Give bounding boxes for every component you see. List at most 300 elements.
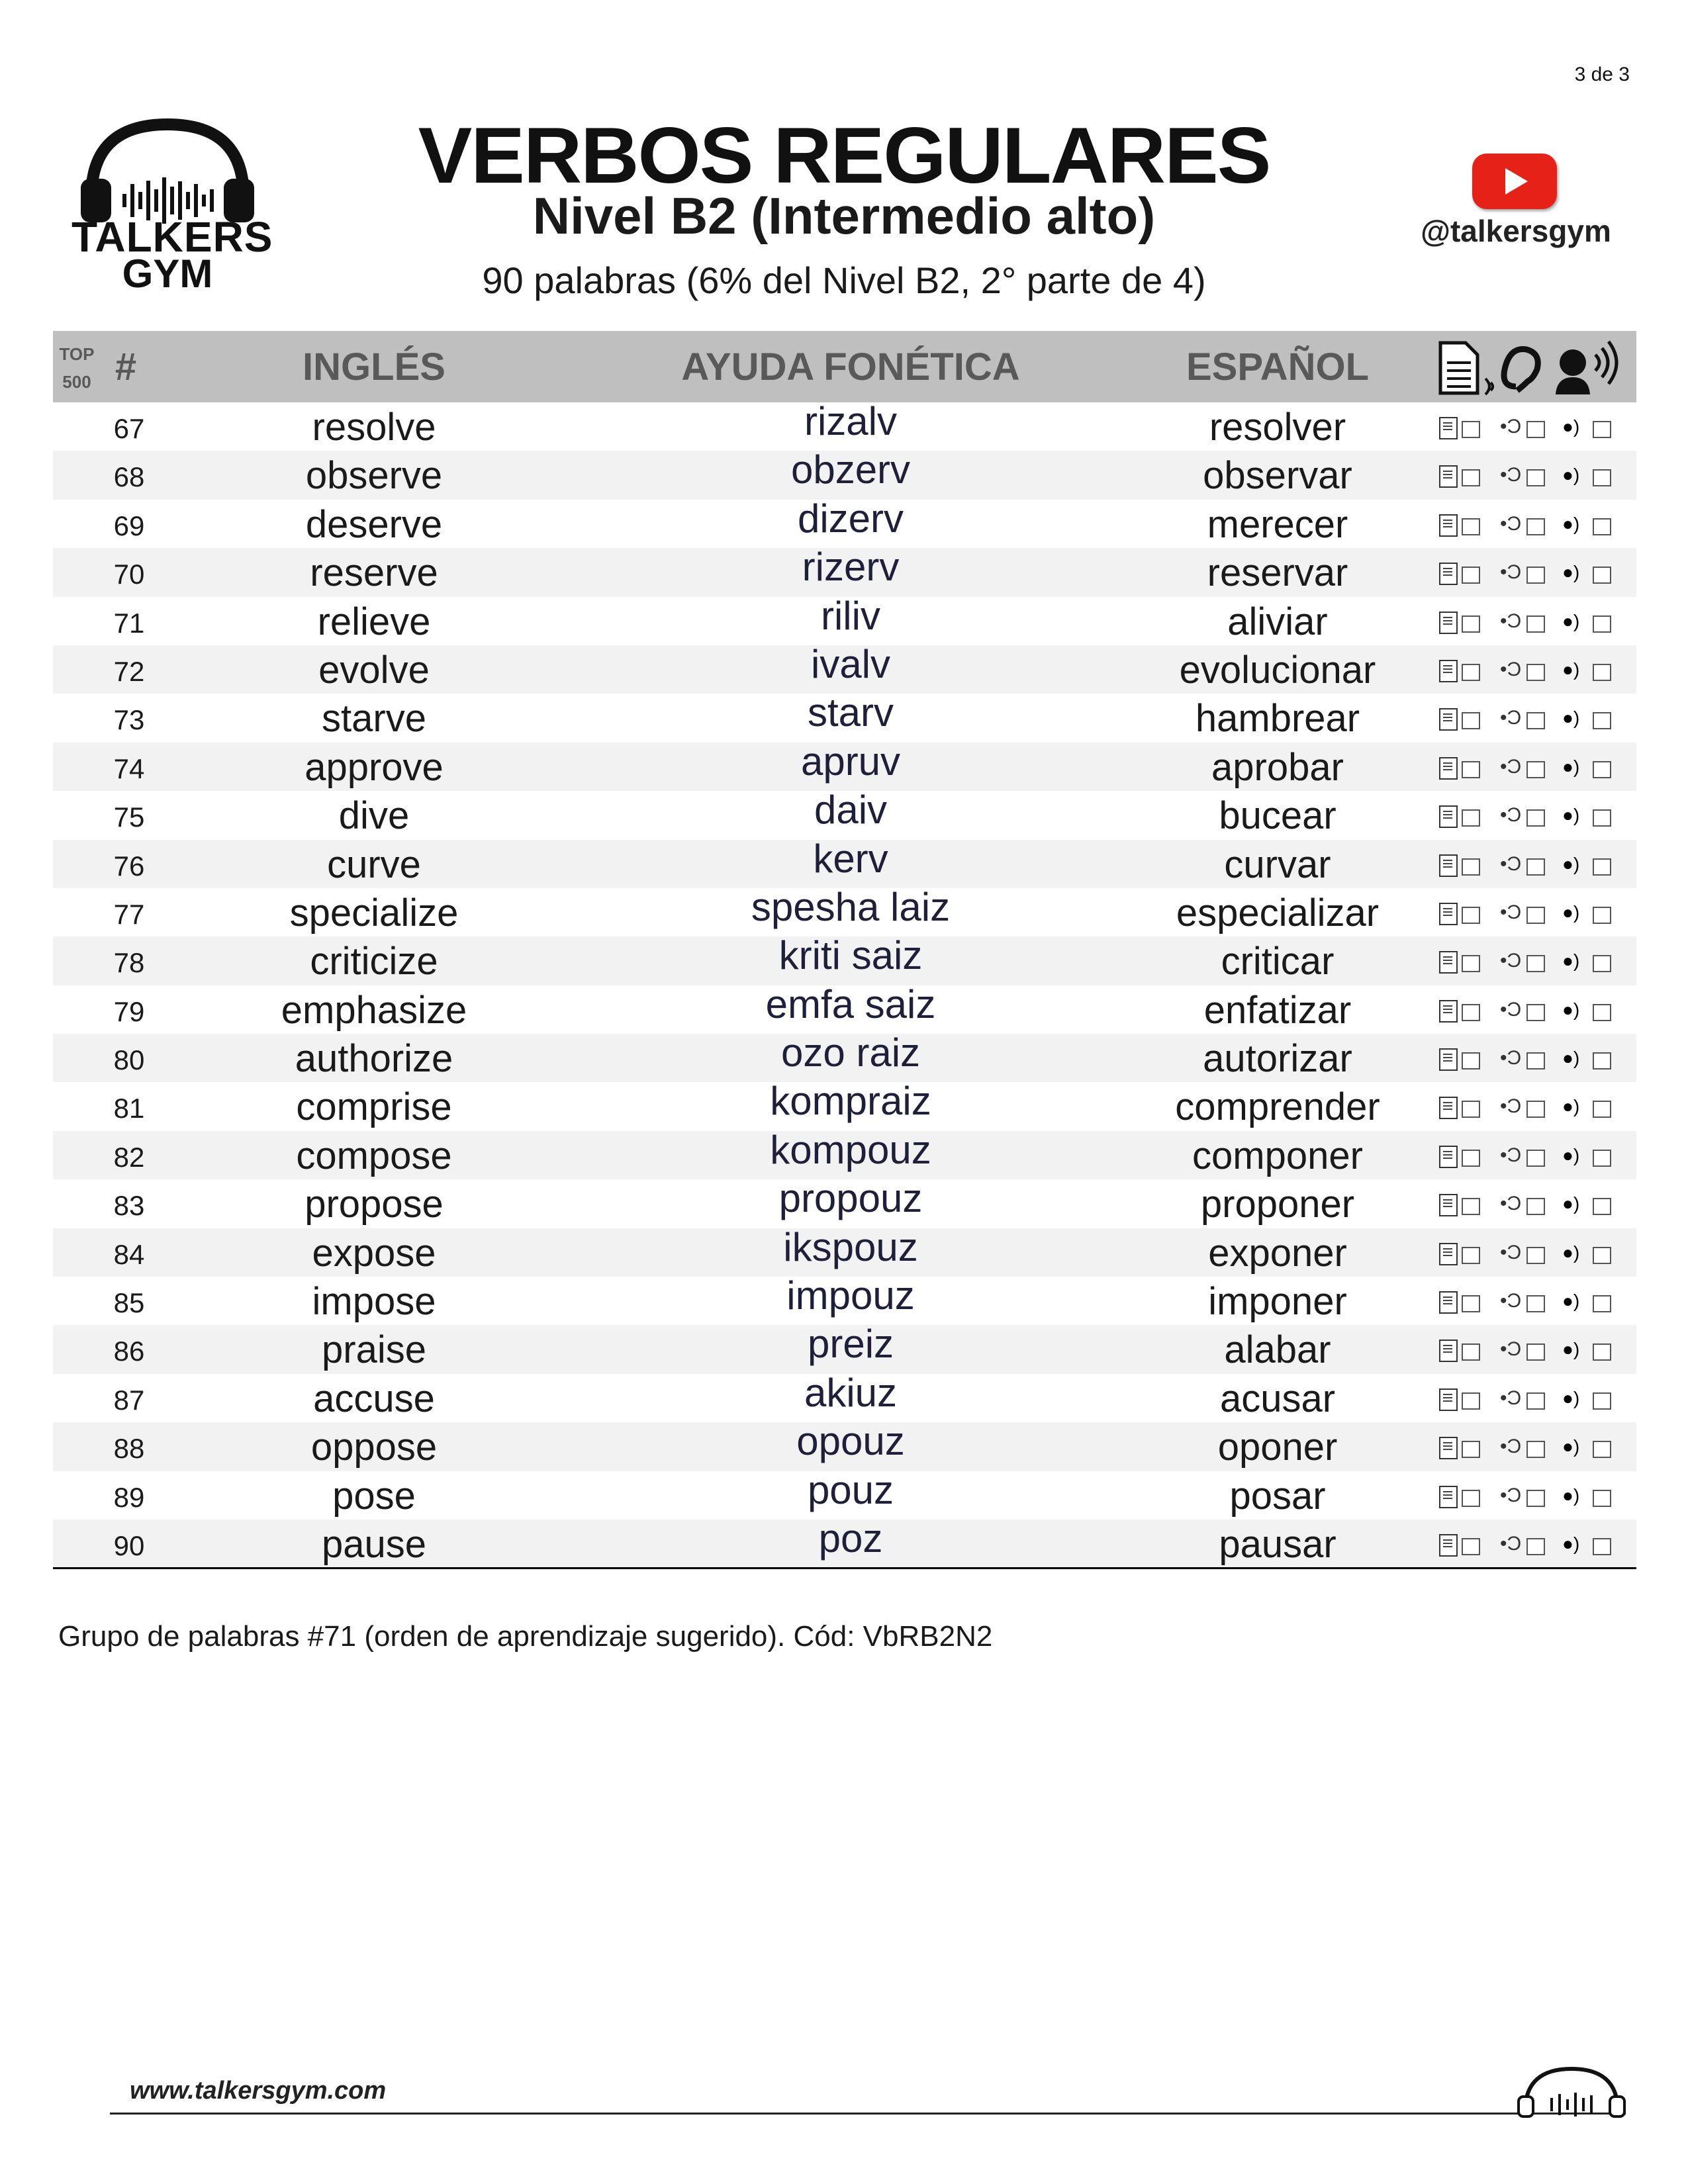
speaking-icon: ●) xyxy=(1562,756,1580,777)
speaking-icon: ●) xyxy=(1562,999,1580,1020)
row-number: 70 xyxy=(113,559,145,590)
document-icon xyxy=(1439,1097,1458,1119)
row-number: 68 xyxy=(113,461,145,493)
english-word: emphasize xyxy=(281,988,467,1032)
spanish-word: evolucionar xyxy=(1179,648,1376,692)
header-icons xyxy=(1436,340,1635,396)
document-icon xyxy=(1439,708,1458,731)
practice-checks xyxy=(1439,1048,1638,1071)
ear-icon: •Ɔ xyxy=(1500,707,1522,729)
row-number: 74 xyxy=(113,752,145,784)
table-row xyxy=(53,1030,1636,1082)
row-number: 73 xyxy=(113,704,145,736)
read-checkbox[interactable] xyxy=(1462,1441,1480,1458)
table-row xyxy=(53,1127,1636,1179)
english-word: reserve xyxy=(310,551,438,595)
ear-icon xyxy=(1485,349,1538,394)
document-icon xyxy=(1439,951,1458,974)
english-word: relieve xyxy=(317,600,431,643)
speaking-icon: ●) xyxy=(1562,1339,1580,1360)
spanish-word: pausar xyxy=(1219,1522,1336,1566)
table-row xyxy=(53,593,1636,645)
header-number: # xyxy=(115,345,137,388)
speaking-icon: ●) xyxy=(1562,1484,1580,1506)
english-word: impose xyxy=(312,1280,436,1324)
document-icon xyxy=(1439,1243,1458,1265)
read-checkbox[interactable] xyxy=(1462,1004,1480,1021)
document-icon xyxy=(1439,805,1458,828)
speaking-icon xyxy=(1556,341,1617,394)
vocabulary-table xyxy=(53,331,1636,1568)
phonetic-help: daiv xyxy=(814,788,888,833)
phonetic-help: pouz xyxy=(807,1467,894,1512)
spanish-word: curvar xyxy=(1224,842,1331,886)
listen-checkbox[interactable] xyxy=(1526,1198,1545,1215)
phonetic-help: apruv xyxy=(800,739,901,784)
speaking-icon: ●) xyxy=(1562,1048,1580,1069)
ear-icon: •Ɔ xyxy=(1500,1241,1522,1263)
spanish-word: merecer xyxy=(1207,502,1348,546)
ear-icon: •Ɔ xyxy=(1500,755,1522,778)
table-row xyxy=(53,981,1636,1034)
speaking-icon: ●) xyxy=(1562,1387,1580,1408)
document-icon xyxy=(1439,417,1458,439)
table-bottom-border xyxy=(53,1567,1636,1569)
speaking-icon: ●) xyxy=(1562,1436,1580,1457)
speak-checkbox[interactable] xyxy=(1593,1441,1611,1458)
row-number: 77 xyxy=(113,898,145,930)
phonetic-help: dizerv xyxy=(797,496,904,541)
english-word: observe xyxy=(305,454,443,498)
read-checkbox[interactable] xyxy=(1462,664,1480,681)
logo-text-gym: GYM xyxy=(122,251,213,296)
read-checkbox[interactable] xyxy=(1462,1101,1480,1118)
read-checkbox[interactable] xyxy=(1462,567,1480,584)
practice-checks xyxy=(1439,1486,1638,1508)
row-number: 78 xyxy=(113,947,145,979)
practice-checks xyxy=(1439,563,1638,585)
english-word: evolve xyxy=(318,648,430,692)
english-word: expose xyxy=(312,1231,436,1275)
phonetic-help: rizerv xyxy=(802,545,900,590)
row-number: 84 xyxy=(113,1238,145,1270)
spanish-word: autorizar xyxy=(1203,1037,1352,1081)
speak-checkbox[interactable] xyxy=(1593,664,1611,681)
youtube-handle[interactable]: @talkersgym xyxy=(1421,214,1611,248)
ear-icon: •Ɔ xyxy=(1500,416,1522,437)
table-row xyxy=(53,447,1636,499)
practice-checks xyxy=(1439,514,1638,537)
english-word: propose xyxy=(305,1183,444,1226)
phonetic-help: kriti saiz xyxy=(778,933,923,978)
read-checkbox[interactable] xyxy=(1462,421,1480,438)
listen-checkbox[interactable] xyxy=(1526,1247,1545,1264)
english-word: praise xyxy=(322,1328,426,1372)
ear-icon: •Ɔ xyxy=(1500,1338,1522,1361)
table-row xyxy=(53,1176,1636,1228)
read-checkbox[interactable] xyxy=(1462,712,1480,729)
practice-checks xyxy=(1439,1388,1638,1411)
speak-checkbox[interactable] xyxy=(1593,518,1611,535)
read-checkbox[interactable] xyxy=(1462,1343,1480,1361)
practice-checks xyxy=(1439,1194,1638,1216)
table-row xyxy=(53,933,1636,985)
speak-checkbox[interactable] xyxy=(1593,761,1611,778)
phonetic-help: opouz xyxy=(796,1419,905,1464)
speak-checkbox[interactable] xyxy=(1593,1052,1611,1069)
read-checkbox[interactable] xyxy=(1462,469,1480,486)
speak-checkbox[interactable] xyxy=(1593,615,1611,633)
ear-icon: •Ɔ xyxy=(1500,1532,1522,1555)
document-icon xyxy=(1439,757,1458,780)
table-row xyxy=(53,836,1636,888)
phonetic-help: preiz xyxy=(807,1322,894,1367)
speak-checkbox[interactable] xyxy=(1593,567,1611,584)
phonetic-help: emfa saiz xyxy=(765,981,936,1026)
ear-icon: •Ɔ xyxy=(1500,804,1522,827)
spanish-word: proponer xyxy=(1200,1183,1355,1226)
document-icon xyxy=(1439,903,1458,925)
row-number: 88 xyxy=(113,1433,145,1465)
speaking-icon: ●) xyxy=(1562,707,1580,729)
practice-checks xyxy=(1439,854,1638,877)
document-icon xyxy=(1439,854,1458,877)
listen-checkbox[interactable] xyxy=(1526,712,1545,729)
listen-checkbox[interactable] xyxy=(1526,809,1545,827)
row-number: 90 xyxy=(113,1529,145,1561)
practice-checks xyxy=(1439,903,1638,925)
row-number: 72 xyxy=(113,655,145,687)
row-number: 82 xyxy=(113,1141,145,1173)
phonetic-help: kompraiz xyxy=(770,1079,931,1124)
phonetic-help: obzerv xyxy=(790,447,911,492)
read-checkbox[interactable] xyxy=(1462,1538,1480,1555)
speak-checkbox[interactable] xyxy=(1593,1101,1611,1118)
table-body xyxy=(53,399,1636,1568)
ear-icon: •Ɔ xyxy=(1500,1435,1522,1458)
listen-checkbox[interactable] xyxy=(1526,1052,1545,1069)
speaking-icon: ●) xyxy=(1562,465,1580,486)
phonetic-help: starv xyxy=(807,690,894,735)
english-word: deserve xyxy=(305,502,443,546)
header-top500: TOP 500 xyxy=(59,344,95,392)
row-number: 89 xyxy=(113,1481,145,1513)
table-row xyxy=(53,399,1636,451)
spanish-word: imponer xyxy=(1208,1280,1347,1324)
english-word: curve xyxy=(327,842,421,886)
speak-checkbox[interactable] xyxy=(1593,421,1611,438)
row-number: 79 xyxy=(113,995,145,1027)
phonetic-help: ikspouz xyxy=(783,1224,918,1269)
table-row xyxy=(53,690,1636,742)
spanish-word: aprobar xyxy=(1211,745,1344,789)
read-checkbox[interactable] xyxy=(1462,858,1480,876)
table-row xyxy=(53,1370,1636,1422)
spanish-word: criticar xyxy=(1221,940,1335,983)
speak-checkbox[interactable] xyxy=(1593,1198,1611,1215)
phonetic-help: spesha laiz xyxy=(751,884,951,929)
listen-checkbox[interactable] xyxy=(1526,1004,1545,1021)
read-checkbox[interactable] xyxy=(1462,1490,1480,1507)
table-row xyxy=(53,884,1636,936)
speak-checkbox[interactable] xyxy=(1593,1392,1611,1410)
english-word: specialize xyxy=(289,891,459,934)
spanish-word: comprender xyxy=(1175,1085,1380,1129)
ear-icon: •Ɔ xyxy=(1500,1144,1522,1166)
listen-checkbox[interactable] xyxy=(1526,955,1545,972)
spanish-word: hambrear xyxy=(1195,697,1360,741)
practice-checks xyxy=(1439,1097,1638,1119)
listen-checkbox[interactable] xyxy=(1526,761,1545,778)
listen-checkbox[interactable] xyxy=(1526,1538,1545,1555)
english-word: resolve xyxy=(312,406,436,449)
speaking-icon: ●) xyxy=(1562,1144,1580,1165)
ear-icon: •Ɔ xyxy=(1500,998,1522,1021)
speak-checkbox[interactable] xyxy=(1593,1295,1611,1312)
table-row xyxy=(53,1516,1636,1568)
ear-icon: •Ɔ xyxy=(1500,1484,1522,1506)
listen-checkbox[interactable] xyxy=(1526,1150,1545,1167)
table-row xyxy=(53,641,1636,694)
listen-checkbox[interactable] xyxy=(1526,518,1545,535)
speaking-icon: ●) xyxy=(1562,1242,1580,1263)
spanish-word: alabar xyxy=(1224,1328,1331,1372)
document-icon xyxy=(1439,1048,1458,1071)
practice-checks xyxy=(1439,1340,1638,1362)
row-number: 71 xyxy=(113,607,145,639)
practice-checks xyxy=(1439,1291,1638,1314)
ear-icon: •Ɔ xyxy=(1500,1290,1522,1312)
table-row xyxy=(53,496,1636,548)
read-checkbox[interactable] xyxy=(1462,1052,1480,1069)
read-checkbox[interactable] xyxy=(1462,518,1480,535)
page-number: 3 de 3 xyxy=(1574,64,1630,85)
speak-checkbox[interactable] xyxy=(1593,858,1611,876)
document-icon xyxy=(1439,1340,1458,1362)
phonetic-help: akiuz xyxy=(804,1370,898,1415)
document-icon xyxy=(1439,660,1458,682)
spanish-word: enfatizar xyxy=(1203,988,1352,1032)
ear-icon: •Ɔ xyxy=(1500,1193,1522,1215)
document-icon xyxy=(1439,1000,1458,1023)
spanish-word: posar xyxy=(1229,1474,1326,1518)
speaking-icon: ●) xyxy=(1562,610,1580,631)
listen-checkbox[interactable] xyxy=(1526,1101,1545,1118)
spanish-word: observar xyxy=(1203,454,1352,498)
row-number: 87 xyxy=(113,1384,145,1416)
page-description: 90 palabras (6% del Nivel B2, 2° parte de 4) xyxy=(482,259,1206,301)
listen-checkbox[interactable] xyxy=(1526,858,1545,876)
ear-icon: •Ɔ xyxy=(1500,901,1522,923)
listen-checkbox[interactable] xyxy=(1526,1441,1545,1458)
listen-checkbox[interactable] xyxy=(1526,567,1545,584)
practice-checks xyxy=(1439,612,1638,634)
practice-checks xyxy=(1439,1146,1638,1168)
table-row xyxy=(53,1273,1636,1325)
english-word: oppose xyxy=(310,1426,438,1469)
table-row xyxy=(53,1322,1636,1373)
row-number: 86 xyxy=(113,1336,145,1367)
spanish-word: aliviar xyxy=(1227,600,1328,643)
spanish-word: especializar xyxy=(1176,891,1380,934)
listen-checkbox[interactable] xyxy=(1526,1343,1545,1361)
document-icon xyxy=(1439,1194,1458,1216)
practice-checks xyxy=(1439,1000,1638,1023)
phonetic-help: ozo raiz xyxy=(780,1030,921,1075)
listen-checkbox[interactable] xyxy=(1526,421,1545,438)
document-icon xyxy=(1439,514,1458,537)
listen-checkbox[interactable] xyxy=(1526,469,1545,486)
document-icon xyxy=(1439,612,1458,634)
english-word: authorize xyxy=(295,1037,453,1081)
read-checkbox[interactable] xyxy=(1462,809,1480,827)
practice-checks xyxy=(1439,465,1638,488)
logo-text-talkers: TALKERS xyxy=(71,213,273,261)
ear-icon: •Ɔ xyxy=(1500,610,1522,632)
ear-icon: •Ɔ xyxy=(1500,512,1522,535)
footer-url[interactable]: www.talkersgym.com xyxy=(130,2077,387,2105)
table-header xyxy=(53,331,1636,402)
speaking-icon: ●) xyxy=(1562,1193,1580,1214)
ear-icon: •Ɔ xyxy=(1500,950,1522,972)
speaking-icon: ●) xyxy=(1562,416,1580,437)
page-subtitle: Nivel B2 (Intermedio alto) xyxy=(532,187,1156,245)
table-row xyxy=(53,788,1636,839)
table-row xyxy=(53,1467,1636,1520)
speaking-icon: ●) xyxy=(1562,901,1580,923)
english-word: compose xyxy=(296,1134,452,1177)
table-row xyxy=(53,1079,1636,1130)
read-checkbox[interactable] xyxy=(1462,1392,1480,1410)
speak-checkbox[interactable] xyxy=(1593,1490,1611,1507)
practice-checks xyxy=(1439,757,1638,780)
speak-checkbox[interactable] xyxy=(1593,1150,1611,1167)
english-word: pause xyxy=(321,1522,427,1566)
document-icon xyxy=(1439,1534,1458,1557)
document-icon xyxy=(1439,1437,1458,1459)
speaking-icon: ●) xyxy=(1562,950,1580,972)
speaking-icon: ●) xyxy=(1562,1096,1580,1117)
ear-icon: •Ɔ xyxy=(1500,1047,1522,1069)
ear-icon: •Ɔ xyxy=(1500,1095,1522,1118)
read-checkbox[interactable] xyxy=(1462,1198,1480,1215)
phonetic-help: riliv xyxy=(821,593,880,638)
ear-icon: •Ɔ xyxy=(1500,852,1522,875)
table-row xyxy=(53,739,1636,791)
speaking-icon: ●) xyxy=(1562,513,1580,534)
spanish-word: exponer xyxy=(1208,1231,1347,1275)
listen-checkbox[interactable] xyxy=(1526,1490,1545,1507)
speak-checkbox[interactable] xyxy=(1593,712,1611,729)
practice-checks xyxy=(1439,805,1638,828)
speaking-icon: ●) xyxy=(1562,1533,1580,1554)
speaking-icon: ●) xyxy=(1562,805,1580,826)
read-checkbox[interactable] xyxy=(1462,1247,1480,1264)
row-number: 81 xyxy=(113,1093,145,1124)
speak-checkbox[interactable] xyxy=(1593,809,1611,827)
document-icon xyxy=(1440,343,1477,393)
phonetic-help: kerv xyxy=(813,836,888,881)
spanish-word: resolver xyxy=(1209,406,1346,449)
footer-divider xyxy=(110,2113,1626,2115)
practice-checks xyxy=(1439,417,1638,439)
row-number: 69 xyxy=(113,510,145,541)
speak-checkbox[interactable] xyxy=(1593,1247,1611,1264)
row-number: 80 xyxy=(113,1044,145,1076)
row-number: 83 xyxy=(113,1190,145,1222)
ear-icon: •Ɔ xyxy=(1500,658,1522,680)
english-word: approve xyxy=(305,745,444,789)
practice-checks xyxy=(1439,708,1638,731)
listen-checkbox[interactable] xyxy=(1526,1392,1545,1410)
header-spanish: ESPAÑOL xyxy=(1186,345,1370,388)
read-checkbox[interactable] xyxy=(1462,615,1480,633)
read-checkbox[interactable] xyxy=(1462,955,1480,972)
english-word: accuse xyxy=(313,1377,435,1420)
practice-checks xyxy=(1439,1534,1638,1557)
table-row xyxy=(53,1419,1636,1471)
phonetic-help: kompouz xyxy=(770,1127,931,1172)
speak-checkbox[interactable] xyxy=(1593,1343,1611,1361)
table-row xyxy=(53,1224,1636,1277)
english-word: comprise xyxy=(296,1085,452,1129)
speaking-icon: ●) xyxy=(1562,659,1580,680)
document-icon xyxy=(1439,465,1458,488)
listen-checkbox[interactable] xyxy=(1526,664,1545,681)
spanish-word: oponer xyxy=(1217,1426,1338,1469)
youtube-icon[interactable] xyxy=(1472,154,1557,209)
speak-checkbox[interactable] xyxy=(1593,955,1611,972)
row-number: 76 xyxy=(113,850,145,882)
header-phonetic: AYUDA FONÉTICA xyxy=(681,345,1020,388)
speaking-icon: ●) xyxy=(1562,562,1580,583)
read-checkbox[interactable] xyxy=(1462,907,1480,924)
phonetic-help: rizalv xyxy=(804,399,897,443)
practice-checks xyxy=(1439,660,1638,682)
spanish-word: acusar xyxy=(1219,1377,1336,1420)
read-checkbox[interactable] xyxy=(1462,1150,1480,1167)
ear-icon: •Ɔ xyxy=(1500,464,1522,486)
spanish-word: componer xyxy=(1192,1134,1363,1177)
document-icon xyxy=(1439,563,1458,585)
listen-checkbox[interactable] xyxy=(1526,615,1545,633)
speak-checkbox[interactable] xyxy=(1593,1004,1611,1021)
english-word: criticize xyxy=(310,940,438,983)
practice-checks xyxy=(1439,1243,1638,1265)
speaking-icon: ●) xyxy=(1562,853,1580,874)
listen-checkbox[interactable] xyxy=(1526,907,1545,924)
ear-icon: •Ɔ xyxy=(1500,561,1522,584)
english-word: dive xyxy=(338,794,410,838)
page-title: VERBOS REGULARES xyxy=(418,111,1270,200)
speak-checkbox[interactable] xyxy=(1593,469,1611,486)
spanish-word: reservar xyxy=(1207,551,1348,595)
listen-checkbox[interactable] xyxy=(1526,1295,1545,1312)
practice-checks xyxy=(1439,1437,1638,1459)
ear-icon: •Ɔ xyxy=(1500,1387,1522,1409)
table-row xyxy=(53,545,1636,596)
practice-checks xyxy=(1439,951,1638,974)
speak-checkbox[interactable] xyxy=(1593,907,1611,924)
speak-checkbox[interactable] xyxy=(1593,1538,1611,1555)
header-english: INGLÉS xyxy=(303,345,445,388)
spanish-word: bucear xyxy=(1219,794,1336,838)
read-checkbox[interactable] xyxy=(1462,1295,1480,1312)
footer-note: Grupo de palabras #71 (orden de aprendizaje sugerido). Cód: VbRB2N2 xyxy=(58,1620,993,1653)
document-icon xyxy=(1439,1388,1458,1411)
read-checkbox[interactable] xyxy=(1462,761,1480,778)
phonetic-help: poz xyxy=(818,1516,883,1561)
